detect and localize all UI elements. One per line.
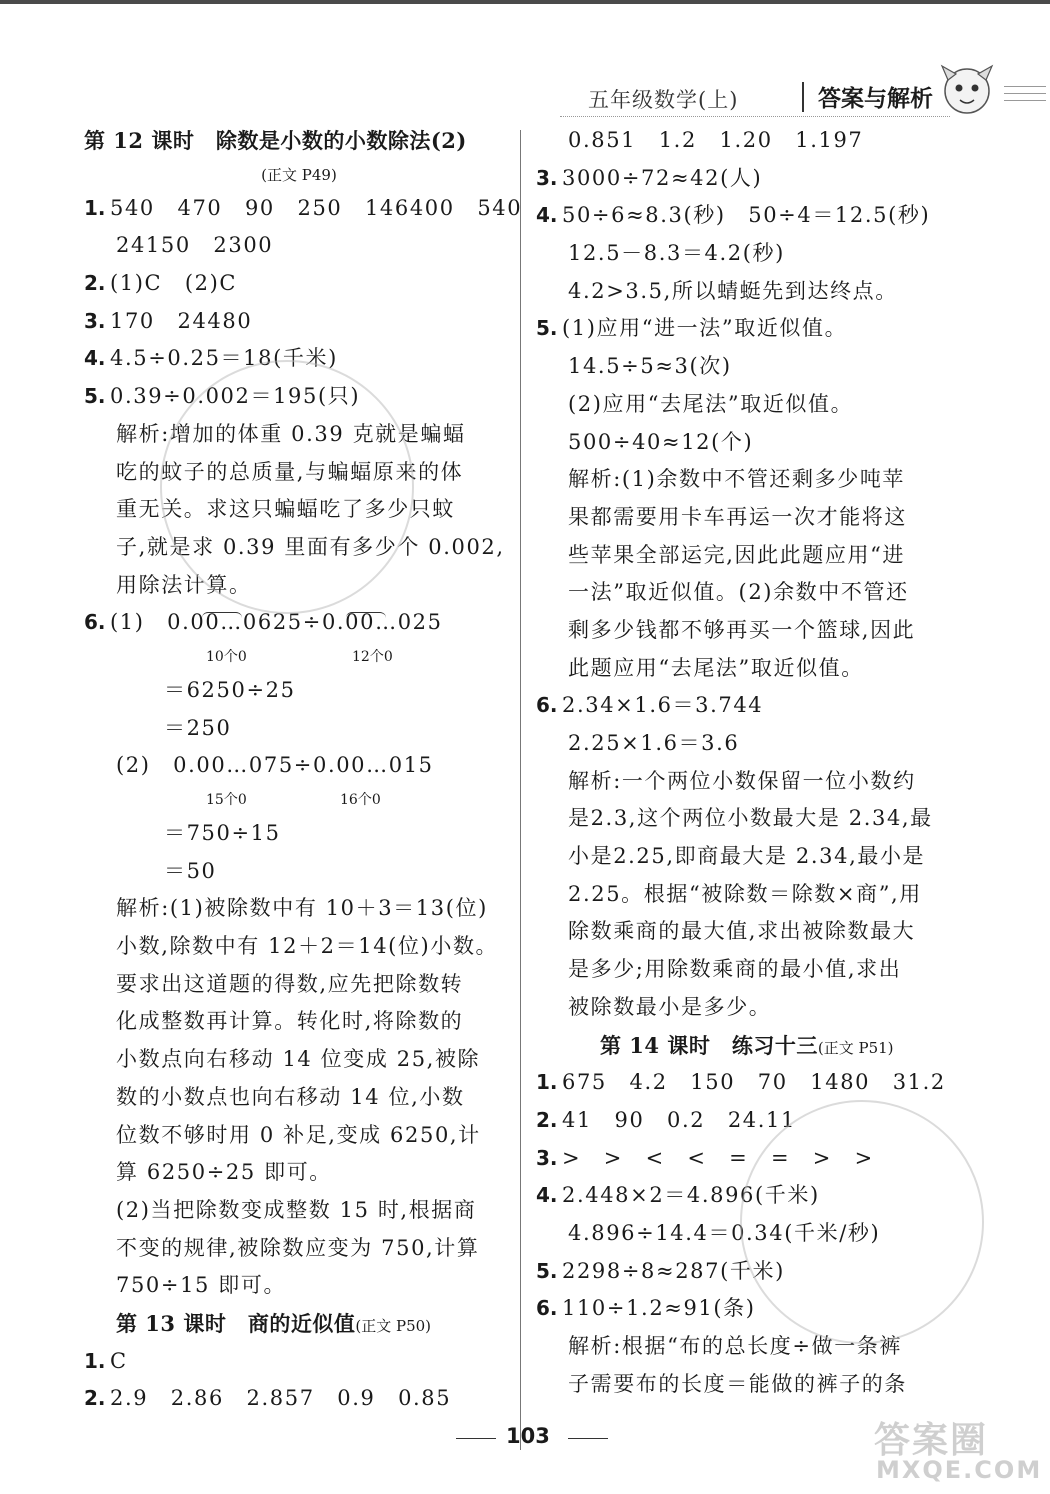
step-line: ＝750÷15 <box>164 821 281 845</box>
answer-text: 110÷1.2≈91(条) <box>562 1296 756 1321</box>
answer-6-cont: 2.25×1.6＝3.6 <box>568 731 740 755</box>
q-num: 1. <box>84 195 106 220</box>
brace-label: 15个0 <box>206 792 247 808</box>
q-num: 2. <box>536 1107 558 1132</box>
answer-5 <box>536 310 1036 348</box>
explanation-line: 解析:(1)余数中不管还剩多少吨苹 <box>568 467 906 492</box>
explanation-line: (2)当把除数变成整数 15 时,根据商 <box>116 1197 477 1222</box>
answer-1 <box>84 190 523 228</box>
answer-text: (1) 0.00…0625÷0.00…025 <box>110 610 443 635</box>
lesson13-title: 第 13 课时 商的近似值 <box>116 1310 356 1336</box>
answer-text: 2.34×1.6＝3.744 <box>562 693 764 718</box>
brace-mark <box>346 612 386 619</box>
explanation-line: 要求出这道题的得数,应先把除数转 <box>116 971 464 996</box>
step-line: ＝6250÷25 <box>164 677 296 702</box>
top-border <box>0 0 1050 4</box>
answer-3 <box>536 160 1036 198</box>
l14-answer-1 <box>536 1064 1036 1102</box>
q-num: 3. <box>536 1145 558 1170</box>
explanation-line: 除数乘商的最大值,求出被除数最大 <box>568 919 916 944</box>
site-watermark <box>852 1412 1042 1488</box>
explanation-line: 一法”取近似值。(2)余数中不管还 <box>568 580 909 605</box>
explanation-line: 2.25。根据“被除数＝除数×商”,用 <box>568 881 922 906</box>
q-num: 1. <box>536 1070 558 1095</box>
explanation-line: 重无关。求这只蝙蝠吃了多少只蚊 <box>116 497 455 522</box>
explanation-line: 用除法计算。 <box>116 572 252 597</box>
explanation-line: 此题应用“去尾法”取近似值。 <box>568 655 864 680</box>
brace-mark <box>202 612 242 619</box>
answer-text: (1)C (2)C <box>110 271 238 296</box>
answer-3 <box>84 303 514 341</box>
answer-text: 675 4.2 150 70 1480 31.2 <box>562 1070 946 1095</box>
answer-text: 41 90 0.2 24.11 <box>562 1107 796 1132</box>
answer-2 <box>84 265 514 303</box>
answer-5-cont: 14.5÷5≈3(次) <box>568 354 732 379</box>
column-divider <box>520 130 521 1450</box>
lesson13-heading <box>84 1305 514 1343</box>
explanation-line: 解析:(1)被除数中有 10＋3＝13(位) <box>116 896 488 921</box>
explanation-line: 子需要布的长度＝能做的裤子的条 <box>568 1371 907 1396</box>
q-num: 2. <box>84 271 106 296</box>
answer-text: 2298÷8≈287(千米) <box>562 1258 785 1283</box>
explanation-line: 位数不够时用 0 补足,变成 6250,计 <box>116 1122 481 1147</box>
q-num: 3. <box>536 165 558 190</box>
answer-text: 3000÷72≈42(人) <box>562 165 763 190</box>
explanation-line: 子,就是求 0.39 里面有多少个 0.002, <box>116 534 505 559</box>
header-rule <box>560 116 950 118</box>
brace-label: 12个0 <box>352 648 393 665</box>
answer-text: 50÷6≈8.3(秒) 50÷4＝12.5(秒) <box>562 203 931 228</box>
answer-6 <box>536 687 1036 725</box>
answer-2-cont: 0.851 1.2 1.20 1.197 <box>568 128 864 152</box>
lesson14-heading <box>536 1027 1036 1065</box>
explanation-line: 吃的蚊子的总质量,与蝙蝠原来的体 <box>116 459 464 484</box>
answer-text: 2.448×2＝4.896(千米) <box>562 1183 820 1208</box>
answer-6-part2: (2) 0.00…075÷0.00…015 <box>116 753 434 778</box>
left-column <box>84 122 523 1418</box>
explanation-line: 小数,除数中有 12＋2＝14(位)小数。 <box>116 934 499 959</box>
answer-4-cont: 12.5－8.3＝4.2(秒) <box>568 241 785 266</box>
answer-text: 4.5÷0.25＝18(千米) <box>110 346 338 371</box>
q-num: 6. <box>84 610 106 635</box>
explanation-line: 解析:一个两位小数保留一位小数约 <box>568 768 916 793</box>
answer-text: 540 470 90 250 146400 540 <box>110 195 523 220</box>
explanation-line: 750÷15 即可。 <box>116 1273 287 1298</box>
header-title: 答案与解析 <box>818 86 933 112</box>
explanation-line: 剩多少钱都不够再买一个篮球,因此 <box>568 617 916 642</box>
lesson14-ref: (正文 P51) <box>817 1038 894 1057</box>
mascot-icon <box>936 58 998 120</box>
q-num: 4. <box>536 203 558 228</box>
answer-text: 170 24480 <box>110 308 253 333</box>
lesson14-title: 第 14 课时 练习十三 <box>600 1032 818 1058</box>
page-footer <box>440 1418 620 1458</box>
brace-labels-1 <box>84 642 514 672</box>
answer-5-cont: (2)应用“去尾法”取近似值。 <box>568 391 854 416</box>
step-line: ＝50 <box>164 858 217 883</box>
answer-4-cont: 4.2>3.5,所以蜻蜓先到达终点。 <box>568 278 898 303</box>
explanation-line: 化成整数再计算。转化时,将除数的 <box>116 1009 464 1034</box>
explanation-line: 小是2.25,即商最大是 2.34,最小是 <box>568 844 926 869</box>
q-num: 3. <box>84 308 106 333</box>
answer-text: C <box>110 1348 128 1373</box>
explanation-line: 被除数最小是多少。 <box>568 994 772 1019</box>
q-num: 6. <box>536 1296 558 1321</box>
explanation-line: 小数点向右移动 14 位变成 25,被除 <box>116 1047 481 1072</box>
l13-answer-1 <box>84 1343 514 1381</box>
explanation-line: 数的小数点也向右移动 14 位,小数 <box>116 1084 465 1109</box>
lesson12-ref: (正文 P49) <box>261 165 337 184</box>
brace-label: 16个0 <box>340 792 381 808</box>
explanation-line: 算 6250÷25 即可。 <box>116 1160 332 1185</box>
answer-text: (1)应用“进一法”取近似值。 <box>562 316 848 341</box>
q-num: 5. <box>536 316 558 341</box>
stamp-watermark-icon <box>160 360 414 614</box>
l13-answer-2 <box>84 1380 514 1418</box>
page-number: 103 <box>506 1424 550 1448</box>
explanation-line: 些苹果全部运完,因此此题应用“进 <box>568 542 906 567</box>
explanation-line: 是多少;用除数乘商的最小值,求出 <box>568 957 902 982</box>
header-decor-lines <box>1004 86 1046 107</box>
q-num: 4. <box>536 1183 558 1208</box>
answer-4 <box>536 197 1036 235</box>
l14-answer-4-cont: 4.896÷14.4＝0.34(千米/秒) <box>568 1220 881 1245</box>
q-num: 4. <box>84 346 106 371</box>
q-num: 6. <box>536 693 558 718</box>
explanation-line: 解析:根据“布的总长度÷做一条裤 <box>568 1334 903 1358</box>
answer-text: 2.9 2.86 2.857 0.9 0.85 <box>110 1386 452 1411</box>
watermark-text: 答案圈 <box>874 1420 989 1461</box>
answer-text: 0.39÷0.002＝195(只) <box>110 384 361 409</box>
answer-5-cont: 500÷40≈12(个) <box>568 429 754 454</box>
brace-label: 10个0 <box>206 648 247 665</box>
explanation-line: 解析:增加的体重 0.39 克就是蝙蝠 <box>116 421 466 446</box>
q-num: 1. <box>84 1348 106 1373</box>
q-num: 2. <box>84 1386 106 1411</box>
q-num: 5. <box>536 1258 558 1283</box>
lesson13-ref: (正文 P50) <box>355 1316 432 1335</box>
explanation-line: 不变的规律,被除数应变为 750,计算 <box>116 1235 480 1260</box>
q-num: 5. <box>84 384 106 409</box>
watermark-url: MXQE.COM <box>876 1456 1043 1484</box>
footer-rule-right <box>568 1438 608 1439</box>
lesson12-title: 第 12 课时 除数是小数的小数除法(2) <box>84 128 467 153</box>
answer-text: > > < < = = > > <box>562 1145 874 1170</box>
header-grade: 五年级数学(上) <box>588 88 739 112</box>
explanation-line: 是2.3,这个两位小数最大是 2.34,最 <box>568 806 933 831</box>
answer-1-cont: 24150 2300 <box>116 233 274 258</box>
brace-labels-2 <box>84 785 514 815</box>
explanation-line: 果都需要用卡车再运一次才能将这 <box>568 504 907 529</box>
stamp-watermark-icon <box>740 1100 984 1344</box>
step-line: ＝250 <box>164 715 232 740</box>
footer-rule-left <box>456 1438 496 1439</box>
header-separator <box>802 82 804 112</box>
